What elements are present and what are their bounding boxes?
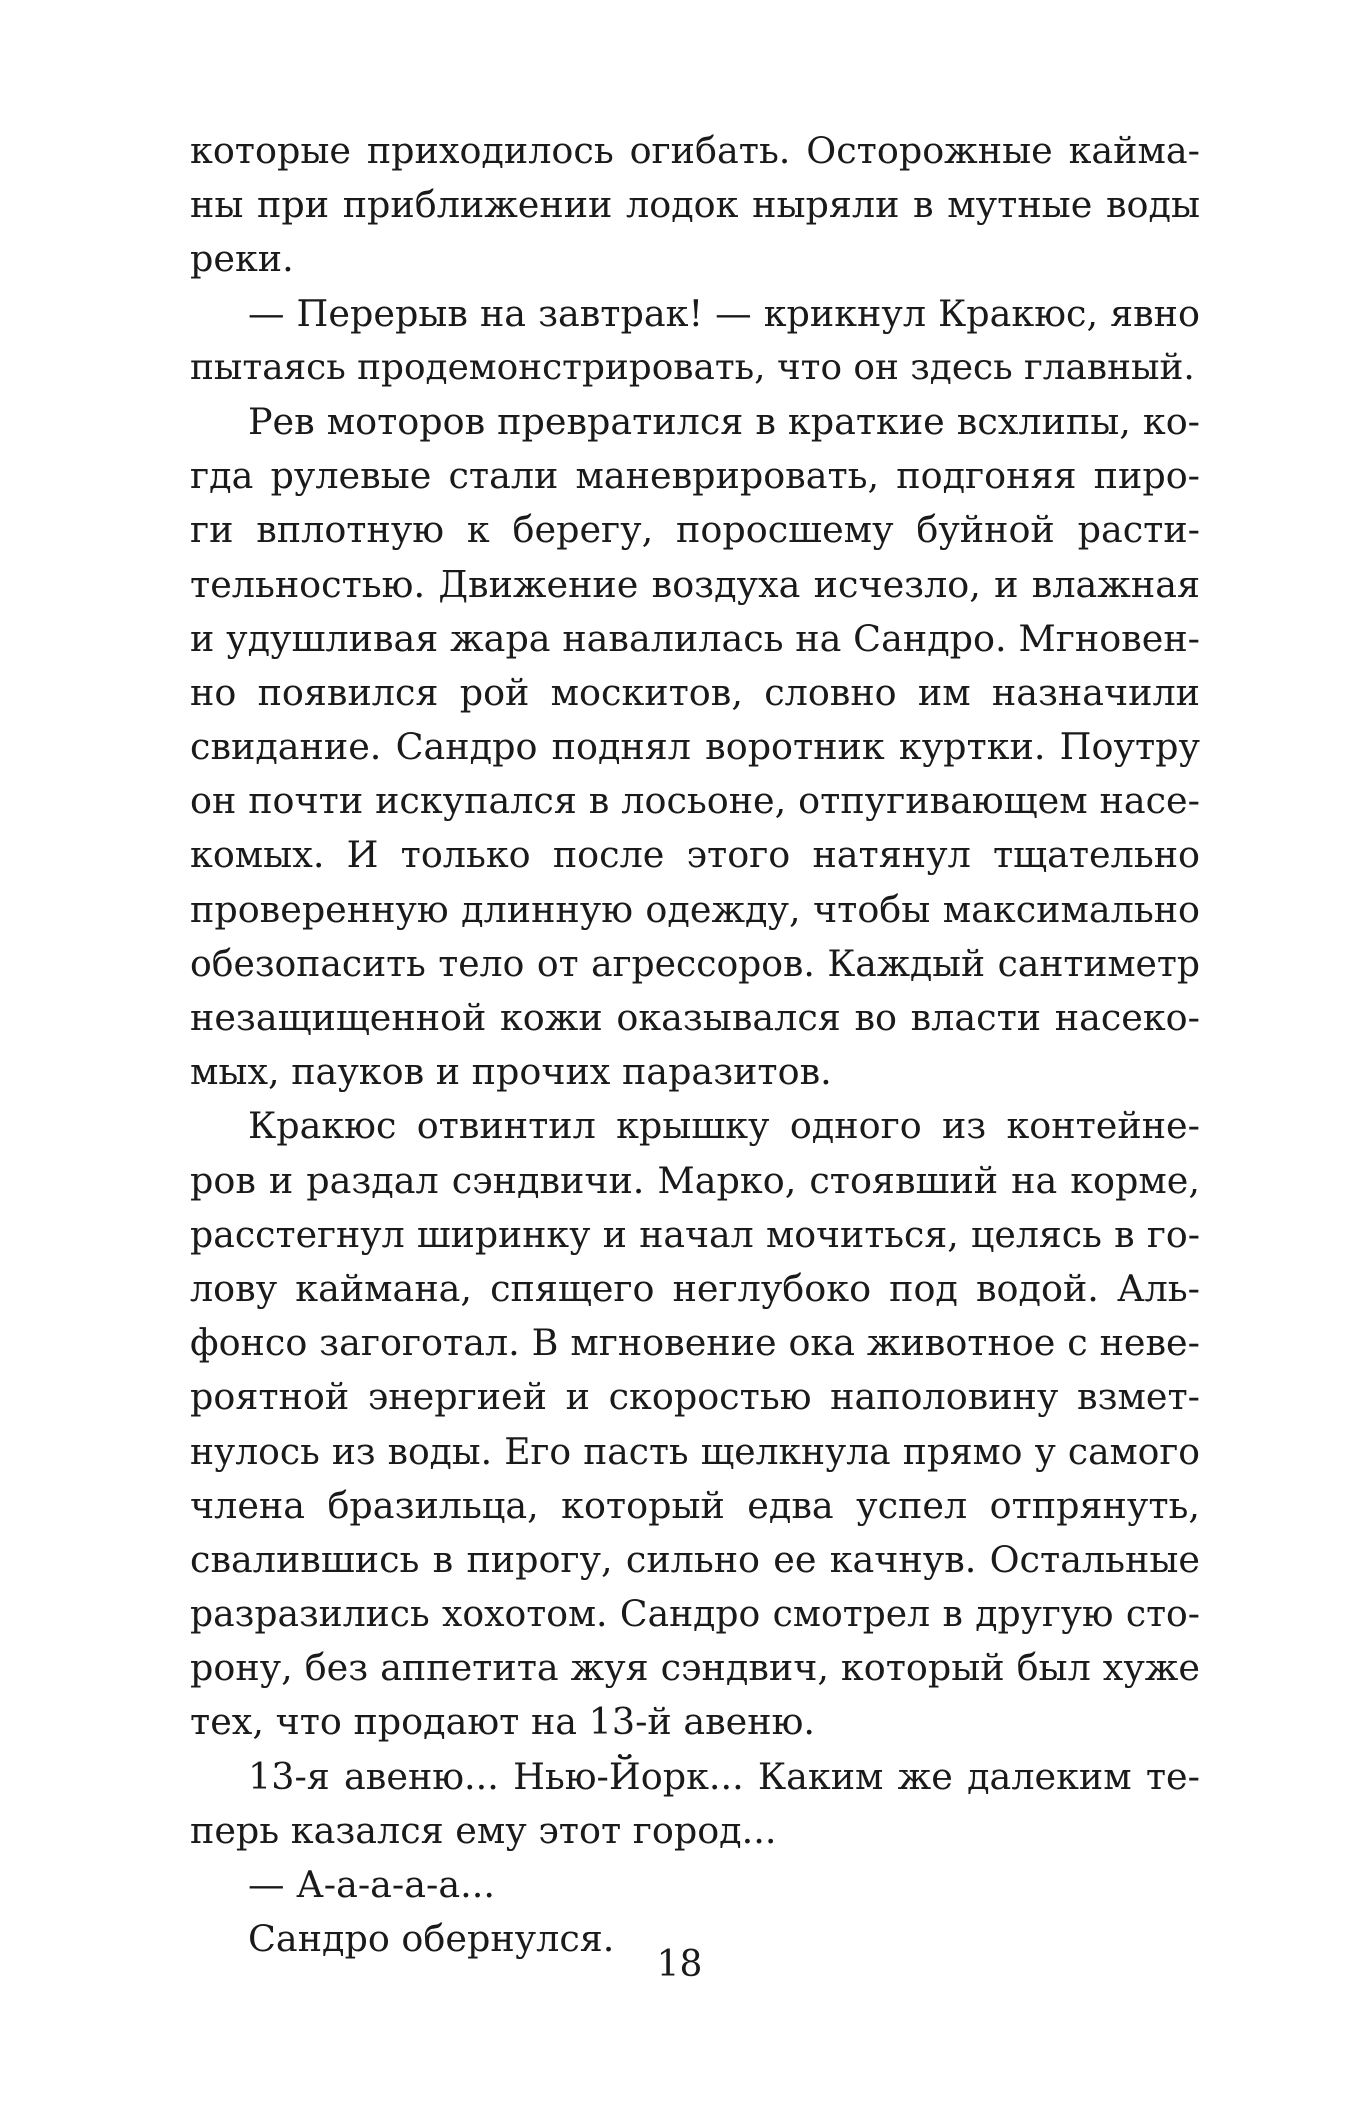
- text-line: и удушливая жара навалилась на Сандро. Мгновен-: [190, 616, 1200, 660]
- text-line: рону, без аппетита жуя сэндвич, который был хуже: [190, 1646, 1200, 1690]
- text-line: 13-я авеню... Нью-Йорк... Каким же далеким те-: [248, 1754, 1200, 1798]
- text-line: обезопасить тело от агрессоров. Каждый сантиметр: [190, 941, 1200, 985]
- text-line: расстегнул ширинку и начал мочиться, целясь в го-: [190, 1212, 1200, 1256]
- text-line: Кракюс отвинтил крышку одного из контейне-: [248, 1104, 1200, 1148]
- body-text: [190, 124, 1200, 1966]
- text-line: свалившись в пирогу, сильно ее качнув. Остальные: [190, 1537, 1200, 1581]
- text-line: члена бразильца, который едва успел отпрянуть,: [190, 1483, 1200, 1527]
- text-line: тех, что продают на 13-й авеню.: [190, 1700, 815, 1744]
- text-line: проверенную длинную одежду, чтобы максимально: [190, 887, 1200, 931]
- text-line: реки.: [190, 237, 294, 281]
- text-line: ны при приближении лодок ныряли в мутные воды: [190, 183, 1200, 227]
- text-line: роятной энергией и скоростью наполовину взмет-: [190, 1375, 1200, 1419]
- text-line: ров и раздал сэндвичи. Марко, стоявший на корме,: [190, 1158, 1200, 1202]
- text-line: лову каймана, спящего неглубоко под водой. Аль-: [190, 1266, 1200, 1310]
- text-line: которые приходилось огибать. Осторожные кайма-: [190, 129, 1200, 172]
- text-line: пытаясь продемонстрировать, что он здесь главный.: [190, 346, 1195, 388]
- text-line: свидание. Сандро поднял воротник куртки. Поутру: [190, 725, 1200, 769]
- text-line: Сандро обернулся.: [248, 1917, 615, 1961]
- text-line: — А-а-а-а-а...: [248, 1863, 495, 1906]
- text-line: разразились хохотом. Сандро смотрел в другую сто-: [190, 1592, 1200, 1636]
- text-line: — Перерыв на завтрак! — крикнул Кракюс, явно: [248, 291, 1200, 335]
- text-line: фонсо загоготал. В мгновение ока животное с неве-: [190, 1321, 1200, 1365]
- text-line: ги вплотную к берегу, поросшему буйной расти-: [190, 508, 1200, 552]
- text-line: Рев моторов превратился в краткие всхлипы, ко-: [248, 399, 1200, 443]
- text-line: тельностью. Движение воздуха исчезло, и влажная: [190, 562, 1200, 606]
- text-line: но появился рой москитов, словно им назначили: [190, 670, 1200, 714]
- text-line: он почти искупался в лосьоне, отпугивающем насе-: [190, 779, 1200, 823]
- text-line: мых, пауков и прочих паразитов.: [190, 1050, 832, 1094]
- text-line: нулось из воды. Его пасть щелкнула прямо у самого: [190, 1430, 1200, 1473]
- text-line: комых. И только после этого натянул тщательно: [190, 833, 1200, 877]
- page-number: 18: [656, 1944, 703, 1985]
- text-line: гда рулевые стали маневрировать, подгоняя пиро-: [190, 454, 1200, 498]
- text-line: незащищенной кожи оказывался во власти насеко-: [190, 996, 1200, 1039]
- text-line: перь казался ему этот город...: [190, 1808, 777, 1852]
